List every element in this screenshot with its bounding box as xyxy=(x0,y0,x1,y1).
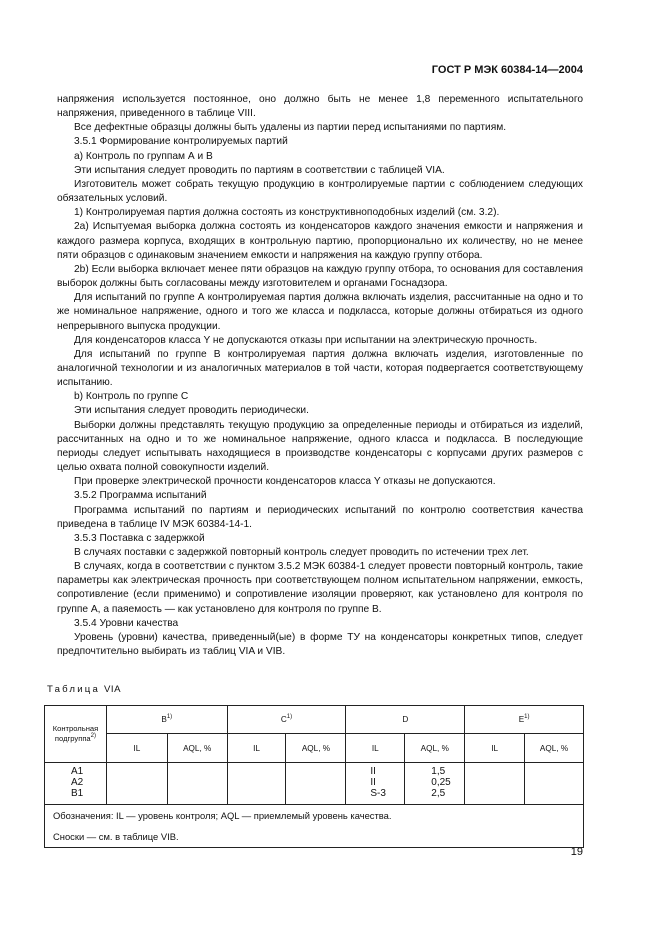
group-e-label: E xyxy=(518,715,525,724)
body-paragraph: 3.5.3 Поставка с задержкой xyxy=(74,532,205,544)
body-paragraph: b) Контроль по группе С xyxy=(74,391,189,403)
table-cell xyxy=(465,763,525,805)
document-header: ГОСТ Р МЭК 60384-14—2004 xyxy=(431,64,583,76)
body-paragraph: При проверке электрической прочности конденсаторов класса Y отказы не допускаются. xyxy=(74,476,496,488)
table-caption xyxy=(47,684,121,695)
group-d-il-cell: II II S-3 xyxy=(346,763,405,805)
table-note-designations: Обозначения: IL — уровень контроля; AQL — приемлемый уровень качества. xyxy=(45,805,584,826)
sub-header-aql: AQL, % xyxy=(167,734,227,763)
table-cell xyxy=(525,763,584,805)
sub-header-il: IL xyxy=(465,734,525,763)
body-paragraph: Программа испытаний по партиям и периодических испытаний по контролю соответствия качества приведена в таблице IV МЭК 60384-14-1. xyxy=(57,504,583,530)
group-header-c xyxy=(227,706,346,734)
sub-header-il: IL xyxy=(346,734,405,763)
body-paragraph: Эти испытания следует проводить по партиям в соответствии с таблицей VIA. xyxy=(74,164,445,176)
body-paragraph: Выборки должны представлять текущую продукцию за определенные периоды и отбираться из изделий, рассчитанных на одно и то же номинальное напряжение, одного класса и подкласса. В последующие периоды следует испытывать находящиеся в производстве конденсаторы с корпусами других размеров с целью охвата полной совокупности изделий. xyxy=(57,419,583,474)
subgroup-header-footnote: 2) xyxy=(90,733,97,739)
group-c-footnote: 1) xyxy=(286,714,293,720)
sub-header-aql: AQL, % xyxy=(405,734,465,763)
subgroup-header: Контрольная подгруппа xyxy=(52,724,99,743)
group-d-aql-cell: 1,5 0,25 2,5 xyxy=(405,763,465,805)
group-e-footnote: 1) xyxy=(524,714,530,720)
table-cell xyxy=(167,763,227,805)
body-paragraph: Изготовитель может собрать текущую продукцию в контролируемые партии с соблюдением следующих обязательных условий. xyxy=(57,178,583,205)
table-note-footnotes: Сноски — см. в таблице VIB. xyxy=(45,825,584,848)
table-caption-word: Таблица xyxy=(47,684,101,695)
body-paragraph: 3.5.4 Уровни качества xyxy=(74,617,179,629)
body-paragraph: 3.5.1 Формирование контролируемых партий xyxy=(74,136,288,148)
body-paragraph: Эти испытания следует проводить периодически. xyxy=(74,405,309,417)
body-text xyxy=(57,93,583,659)
table-cell xyxy=(286,763,346,805)
body-paragraph: 2b) Если выборка включает менее пяти образцов на каждую группу отбора, то основания для составления выборок должны быть согласованы между изготовителем и органами Госнадзора. xyxy=(57,263,583,290)
group-header-d xyxy=(346,706,465,734)
table-cell xyxy=(106,763,167,805)
body-paragraph: Для испытаний по группе А контролируемая партия должна включать изделия, рассчитанные на одно и то же номинальное напряжение, одного и того же класса и подкласса, которые должны отбираться из одного непрерывного выпуска продукции. xyxy=(57,292,583,332)
quality-level-table xyxy=(44,705,584,848)
body-paragraph: В случаях поставки с задержкой повторный контроль следует проводить по истечении трех лет. xyxy=(74,547,529,558)
group-header-b xyxy=(106,706,227,734)
body-paragraph: 3.5.2 Программа испытаний xyxy=(74,490,207,502)
body-paragraph: Для испытаний по группе В контролируемая партия должна включать изделия, изготовленные по аналогичной технологии и из аналогичных материалов в той части, которая подвергается соответствующему испытанию. xyxy=(57,348,583,389)
subgroup-list-cell: A1 A2 B1 xyxy=(45,763,107,805)
table-cell xyxy=(227,763,286,805)
body-paragraph: а) Контроль по группам А и В xyxy=(74,150,213,162)
subgroup-header-cell xyxy=(45,706,107,763)
body-paragraph: 2а) Испытуемая выборка должна состоять из конденсаторов каждого значения емкости и напряжения и каждого размера корпуса, входящих в контрольную партию, пропорционально их количеству, но не менее пяти образцов с одинаковым значением емкости и напряжения на каждую группу отбора. xyxy=(57,221,583,261)
body-paragraph: 1) Контролируемая партия должна состоять из конструктивноподобных изделий (см. 3.2). xyxy=(74,207,500,219)
sub-header-il: IL xyxy=(227,734,286,763)
group-b-label: B xyxy=(161,715,167,724)
group-d-label: D xyxy=(402,715,409,724)
body-paragraph: напряжения используется постоянное, оно должно быть не менее 1,8 переменного испытательного напряжения, приведенного в таблице VIII. xyxy=(57,94,583,120)
sub-header-aql: AQL, % xyxy=(525,734,584,763)
table-caption-number: VIA xyxy=(104,684,121,695)
sub-header-il: IL xyxy=(106,734,167,763)
group-b-footnote: 1) xyxy=(166,714,173,720)
body-paragraph: Все дефектные образцы должны быть удалены из партии перед испытаниями по партиям. xyxy=(74,122,507,134)
body-paragraph: В случаях, когда в соответствии с пунктом 3.5.2 МЭК 60384-1 следует провести повторный контроль, такие параметры как электрическая прочность при соответствующем полном испытательном напряжении, емкость, сопротивление (если применимо) и сопротивление изоляции проверяют, как установлено для контроля по группе А, а паяемость — как установлено для контроля по группе В. xyxy=(57,561,583,615)
body-paragraph: Для конденсаторов класса Y не допускаются отказы при испытании на электрическую прочность. xyxy=(74,334,538,346)
body-paragraph: Уровень (уровни) качества, приведенный(ые) в форме ТУ на конденсаторы конкретных типов, следует предпочтительно выбирать из таблиц VIA и VIB. xyxy=(57,631,583,658)
page-number: 19 xyxy=(570,846,583,858)
group-c-label: C xyxy=(280,715,287,724)
sub-header-aql: AQL, % xyxy=(286,734,346,763)
group-header-e xyxy=(465,706,584,734)
